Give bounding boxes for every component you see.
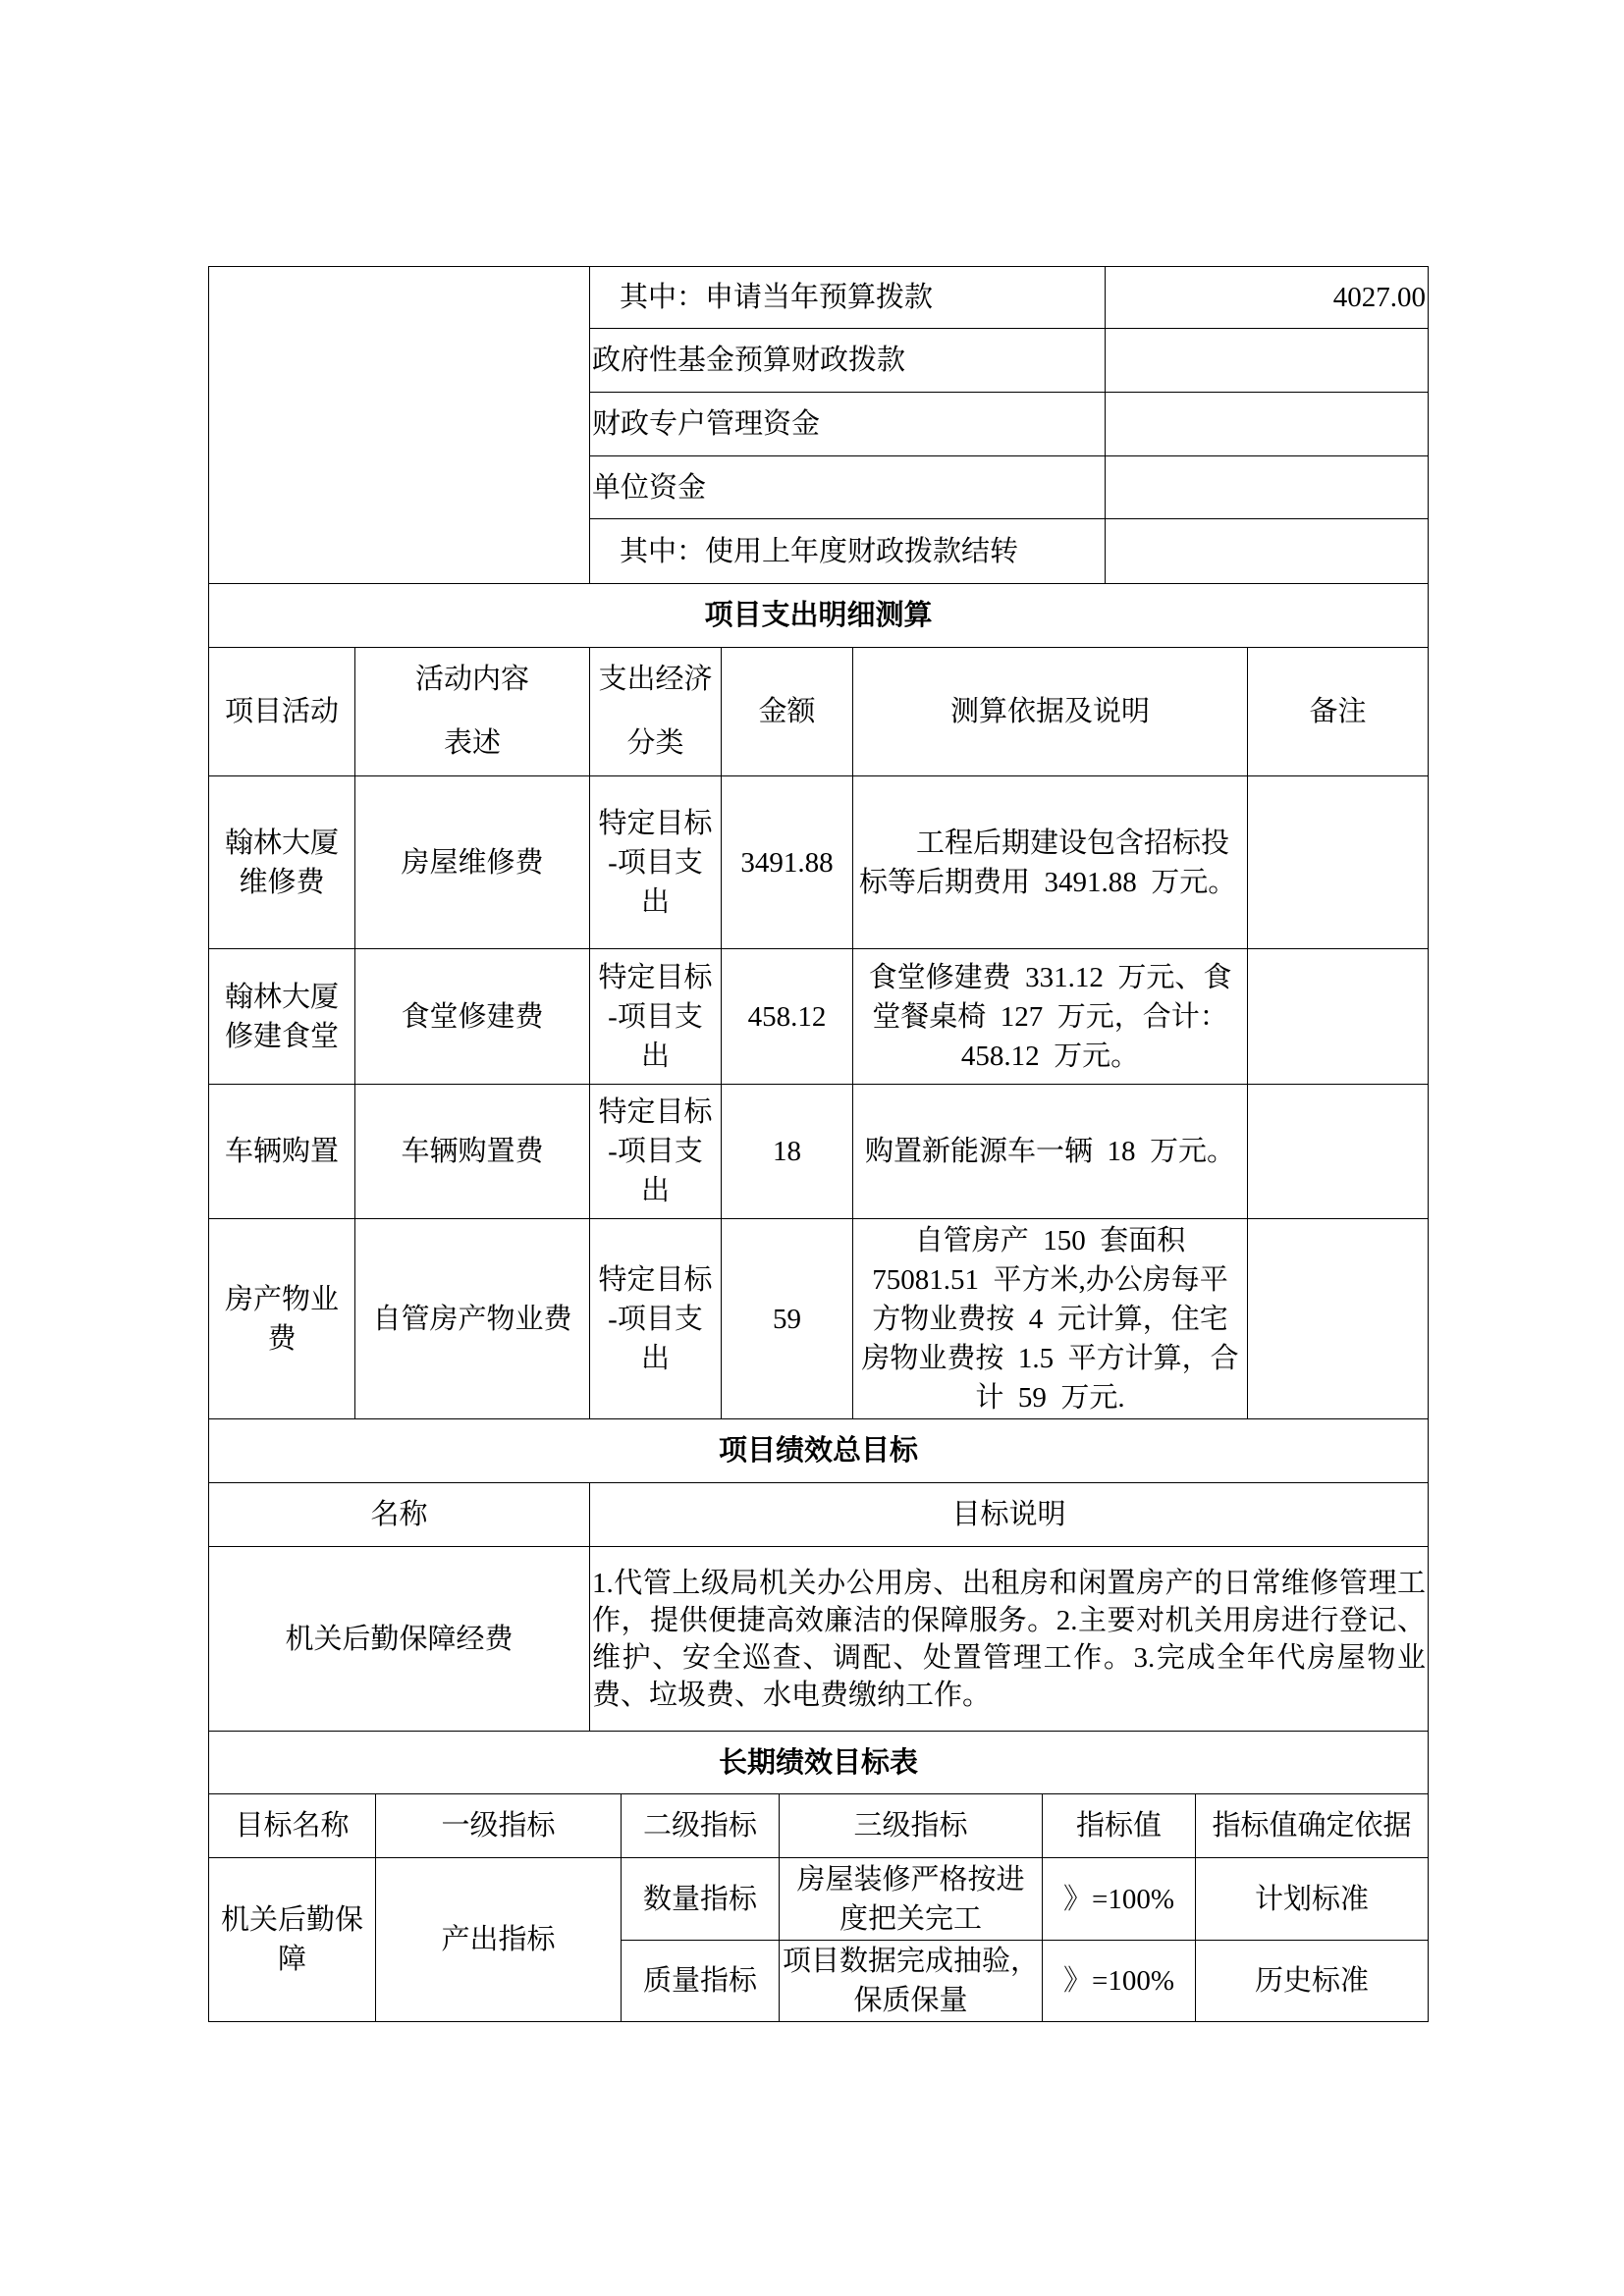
value-basis-cell: 历史标准 [1196,1941,1429,2022]
header-level3: 三级指标 [780,1794,1043,1858]
goal-description-cell: 1.代管上级局机关办公用房、出租房和闲置房产的日常维修管理工作，提供便捷高效廉洁的保障服务。2.主要对机关用房进行登记、维护、安全巡查、调配、处置管理工作。3.完成全年代房屋物业费、垃圾费、水电费缴纳工作。 [590,1547,1429,1732]
indicator-value-cell: 》=100% [1043,1941,1196,2022]
header-level1: 一级指标 [376,1794,622,1858]
long-term-title: 长期绩效目标表 [208,1732,1429,1794]
basis-cell: 工程后期建设包含招标投标等后期费用 3491.88 万元。 [853,776,1248,949]
category-cell: 特定目标-项目支出 [590,776,722,949]
content-cell: 车辆购置费 [355,1085,590,1219]
header-amount: 金额 [722,648,853,776]
amount-cell: 18 [722,1085,853,1219]
funding-amount [1106,393,1429,456]
header-description: 目标说明 [590,1483,1429,1547]
note-cell [1248,949,1429,1085]
funding-blank-cell [208,266,590,584]
header-category: 支出经济分类 [590,648,722,776]
funding-label: 其中：使用上年度财政拨款结转 [590,519,1106,584]
header-value-basis: 指标值确定依据 [1196,1794,1429,1858]
funding-label: 财政专户管理资金 [590,393,1106,456]
expense-detail-title: 项目支出明细测算 [208,584,1429,648]
level3-cell: 房屋装修严格按进度把关完工 [780,1858,1043,1941]
amount-cell: 458.12 [722,949,853,1085]
level2-cell: 数量指标 [622,1858,780,1941]
level3-cell: 项目数据完成抽验，保质保量 [780,1941,1043,2022]
basis-cell: 食堂修建费 331.12 万元、食堂餐桌椅 127 万元，合计：458.12 万元。 [853,949,1248,1085]
performance-goal-title: 项目绩效总目标 [208,1419,1429,1483]
activity-cell: 翰林大厦维修费 [208,776,355,949]
level2-cell: 质量指标 [622,1941,780,2022]
basis-cell: 购置新能源车一辆 18 万元。 [853,1085,1248,1219]
note-cell [1248,1085,1429,1219]
header-goal-name: 目标名称 [208,1794,376,1858]
header-indicator-value: 指标值 [1043,1794,1196,1858]
funding-amount: 4027.00 [1106,266,1429,329]
basis-cell: 自管房产 150 套面积 75081.51 平方米,办公房每平方物业费按 4 元计算，住宅房物业费按 1.5 平方计算，合计 59 万元. [853,1219,1248,1419]
header-activity: 项目活动 [208,648,355,776]
header-content: 活动内容表述 [355,648,590,776]
note-cell [1248,776,1429,949]
activity-cell: 房产物业费 [208,1219,355,1419]
content-cell: 房屋维修费 [355,776,590,949]
value-basis-cell: 计划标准 [1196,1858,1429,1941]
funding-amount [1106,329,1429,393]
activity-cell: 车辆购置 [208,1085,355,1219]
header-name: 名称 [208,1483,590,1547]
funding-label: 单位资金 [590,456,1106,519]
amount-cell: 3491.88 [722,776,853,949]
funding-label: 其中：申请当年预算拨款 [590,266,1106,329]
indicator-value-cell: 》=100% [1043,1858,1196,1941]
budget-table [208,266,1429,2022]
goal-name-cell: 机关后勤保障经费 [208,1547,590,1732]
category-cell: 特定目标-项目支出 [590,1085,722,1219]
long-term-goal-name: 机关后勤保障 [208,1858,376,2022]
category-cell: 特定目标-项目支出 [590,1219,722,1419]
amount-cell: 59 [722,1219,853,1419]
note-cell [1248,1219,1429,1419]
funding-amount [1106,456,1429,519]
category-cell: 特定目标-项目支出 [590,949,722,1085]
long-term-level1: 产出指标 [376,1858,622,2022]
content-cell: 自管房产物业费 [355,1219,590,1419]
header-level2: 二级指标 [622,1794,780,1858]
activity-cell: 翰林大厦修建食堂 [208,949,355,1085]
header-basis: 测算依据及说明 [853,648,1248,776]
funding-label: 政府性基金预算财政拨款 [590,329,1106,393]
header-note: 备注 [1248,648,1429,776]
content-cell: 食堂修建费 [355,949,590,1085]
funding-amount [1106,519,1429,584]
